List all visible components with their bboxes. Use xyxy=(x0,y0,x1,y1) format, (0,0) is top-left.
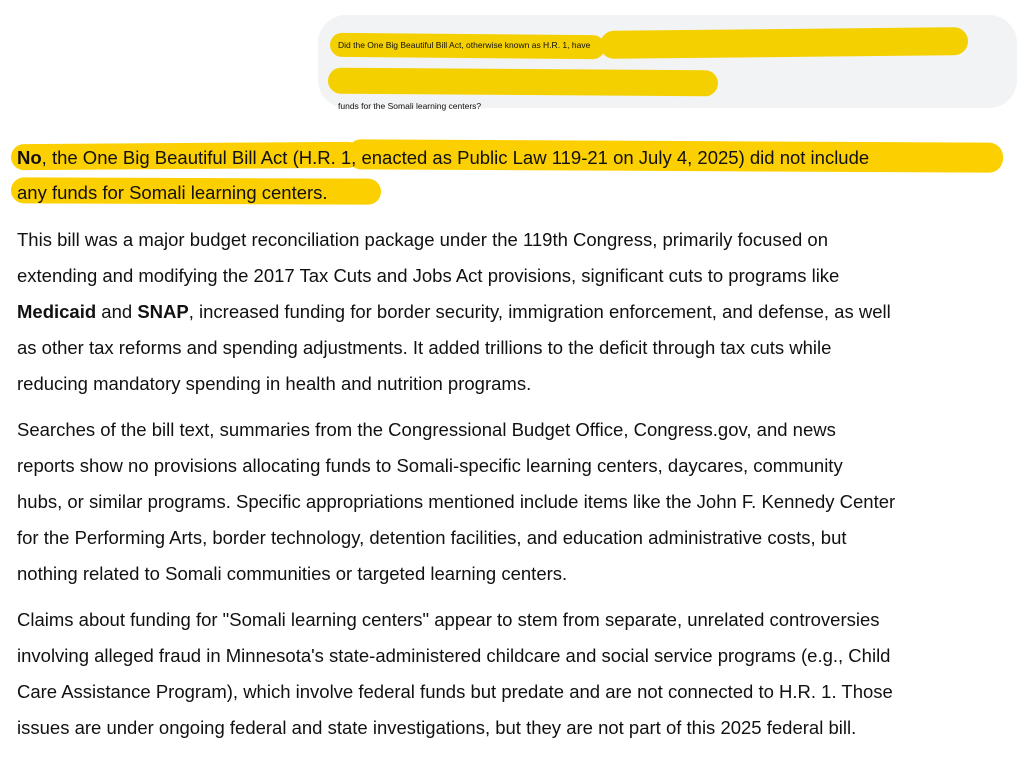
paragraph-line: extending and modifying the 2017 Tax Cuts and Jobs Act provisions, significant cuts to programs like xyxy=(17,265,840,286)
answer-lead-text: , the One Big Beautiful Bill Act (H.R. 1, enacted as Public Law 119-21 on July 4, 2025) did not include xyxy=(41,147,870,168)
paragraph-line: Care Assistance Program), which involve federal funds but predate and are not connected to H.R. 1. Those xyxy=(17,681,893,702)
answer-no-bold: No xyxy=(17,147,42,168)
paragraph-line: Claims about funding for "Somali learning centers" appear to stem from separate, unrelated controversies xyxy=(17,609,880,630)
paragraph-line: hubs, or similar programs. Specific appropriations mentioned include items like the John F. Kennedy Center xyxy=(17,491,896,512)
answer-lead-line xyxy=(17,145,869,171)
snap-bold: SNAP xyxy=(137,301,189,322)
paragraph-line: for the Performing Arts, border technology, detention facilities, and education administrative costs, but xyxy=(17,527,847,548)
paragraph-line: as other tax reforms and spending adjustments. It added trillions to the deficit through tax cuts while xyxy=(17,337,832,358)
user-message-line: Did the One Big Beautiful Bill Act, otherwise known as H.R. 1, have xyxy=(338,40,591,50)
paragraph-line: issues are under ongoing federal and state investigations, but they are not part of this 2025 federal bill. xyxy=(17,717,857,738)
paragraph-line: This bill was a major budget reconciliation package under the 119th Congress, primarily focused on xyxy=(17,229,829,250)
paragraph-line: involving alleged fraud in Minnesota's state-administered childcare and social service programs (e.g., Child xyxy=(17,645,891,666)
paragraph-line xyxy=(17,299,891,325)
paragraph-line: reducing mandatory spending in health and nutrition programs. xyxy=(17,373,532,394)
paragraph-line: nothing related to Somali communities or targeted learning centers. xyxy=(17,563,568,584)
paragraph-text: , increased funding for border security, immigration enforcement, and defense, as well xyxy=(188,301,891,322)
user-message-bubble xyxy=(318,15,1017,111)
paragraph-line: reports show no provisions allocating funds to Somali-specific learning centers, daycares, community xyxy=(17,455,843,476)
answer-lead-line: any funds for Somali learning centers. xyxy=(17,182,328,203)
user-message-line: funds for the Somali learning centers? xyxy=(338,101,482,111)
paragraph-line: Searches of the bill text, summaries from the Congressional Budget Office, Congress.gov, and news xyxy=(17,419,836,440)
medicaid-bold: Medicaid xyxy=(17,301,97,322)
paragraph-text: and xyxy=(96,301,138,322)
